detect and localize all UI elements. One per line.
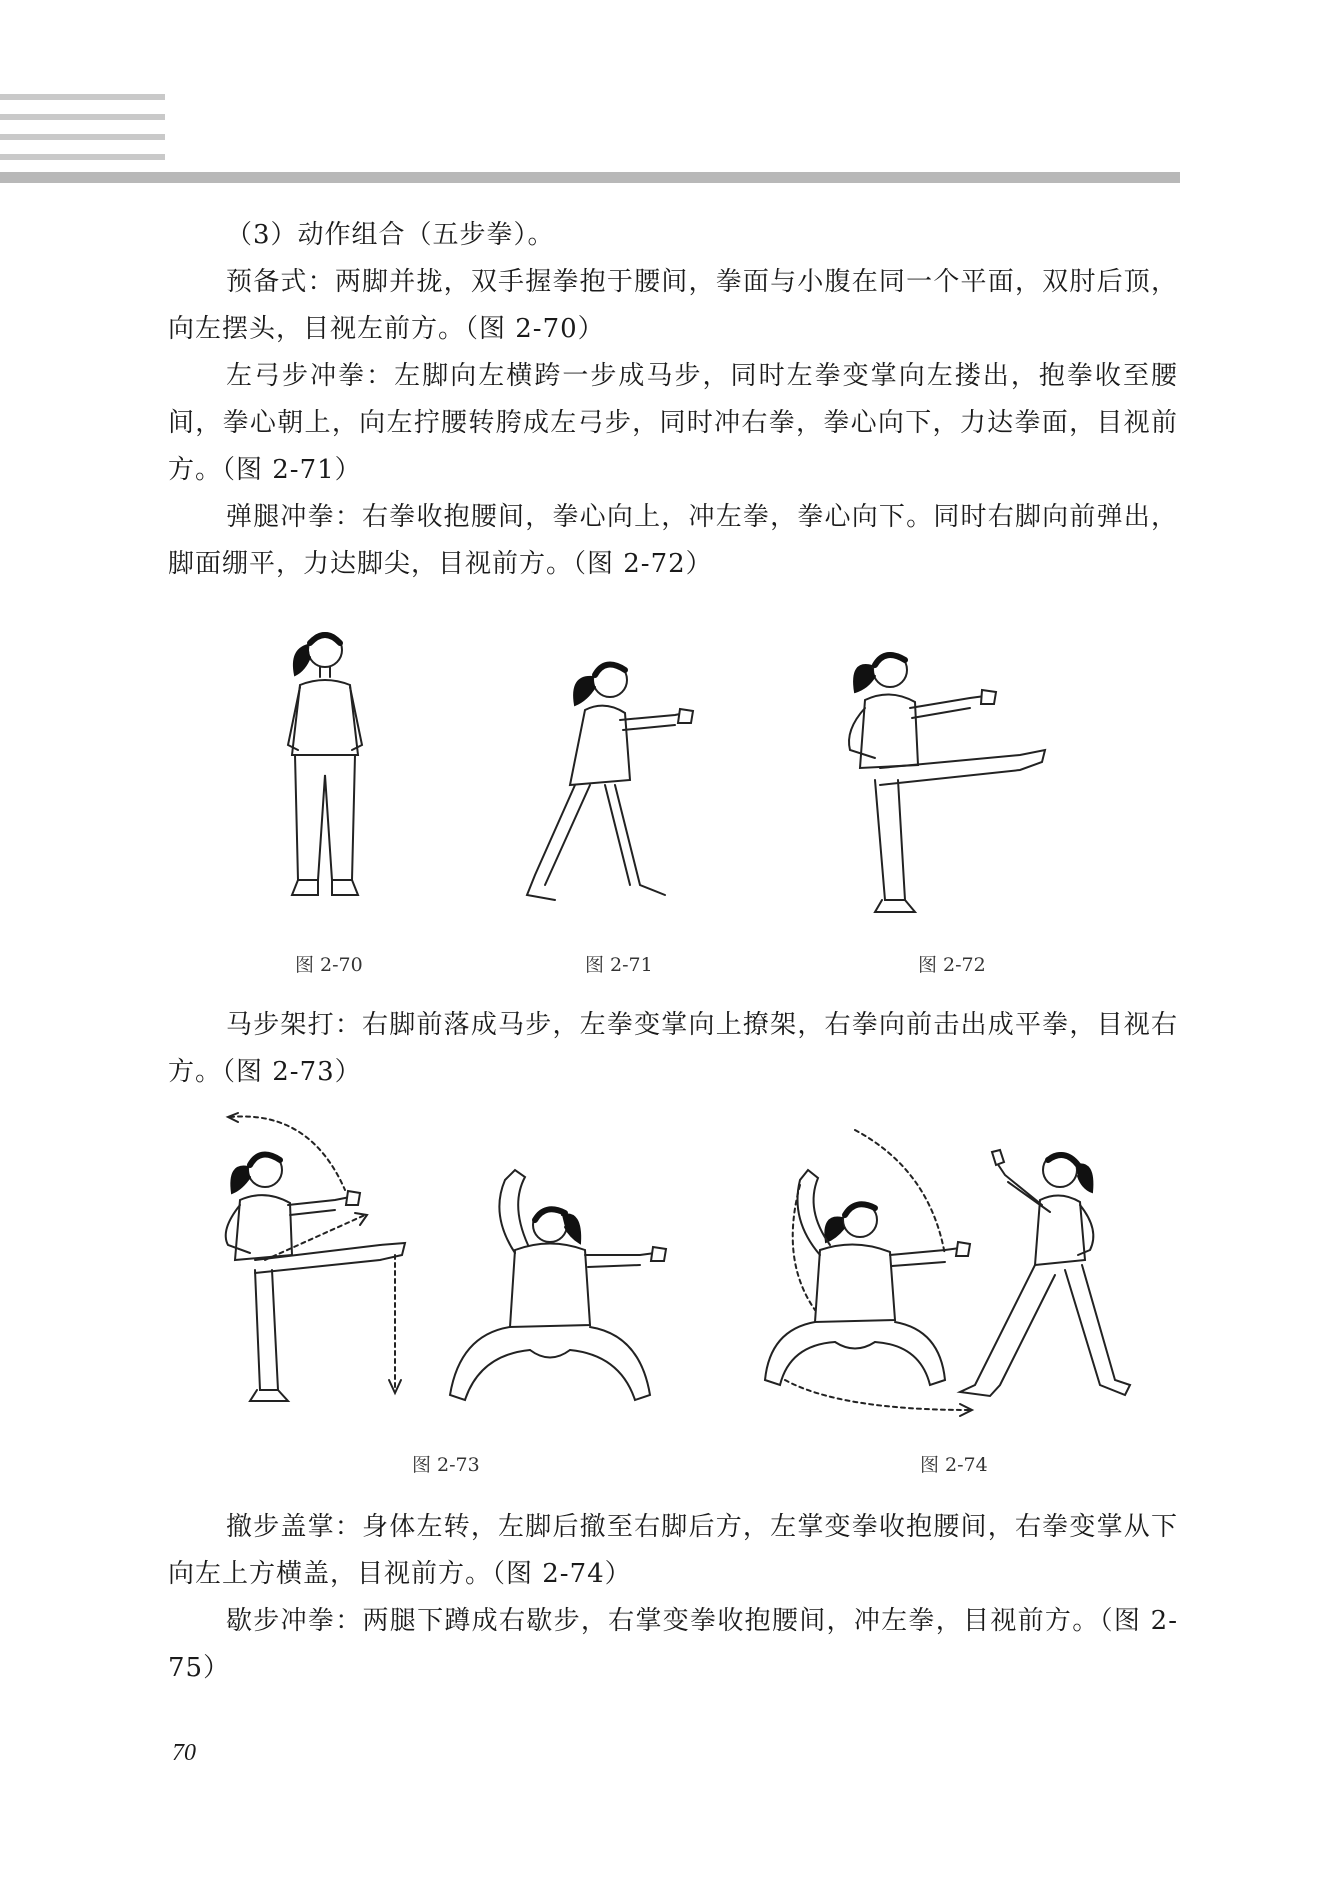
section-heading: （3）动作组合（五步拳）。	[226, 220, 555, 250]
header-stripe	[0, 154, 165, 160]
text-block-mid	[168, 1002, 1178, 1096]
header-stripe	[0, 134, 165, 140]
figure-2-71-illustration	[515, 645, 715, 915]
figure-2-73-illustration	[210, 1105, 680, 1425]
text-block-top	[168, 212, 1178, 588]
header-stripe	[0, 114, 165, 120]
figure-caption-2-73: 图 2-73	[412, 1454, 480, 1476]
paragraph-horse-stance-block-strike: 马步架打：右脚前落成马步，左拳变掌向上撩架，右拳向前击出成平拳，目视右方。（图 2-73）	[168, 1010, 1178, 1087]
paragraph-bow-stance-punch: 左弓步冲拳：左脚向左横跨一步成马步，同时左拳变掌向左搂出，抱拳收至腰间，拳心朝上，向左拧腰转胯成左弓步，同时冲右拳，拳心向下，力达拳面，目视前方。（图 2-71）	[168, 361, 1178, 485]
page-number: 70	[172, 1740, 196, 1766]
paragraph-ready-stance: 预备式：两脚并拢，双手握拳抱于腰间，拳面与小腹在同一个平面，双肘后顶，向左摆头，目视左前方。（图 2-70）	[168, 267, 1178, 344]
figure-2-72-illustration	[830, 630, 1070, 920]
text-block-bottom	[168, 1504, 1178, 1692]
header-stripe	[0, 94, 165, 100]
figure-2-70-illustration	[270, 615, 380, 915]
figure-caption-2-71: 图 2-71	[585, 954, 653, 976]
figure-caption-2-72: 图 2-72	[918, 954, 986, 976]
paragraph-rest-stance-punch: 歇步冲拳：两腿下蹲成右歇步，右掌变拳收抱腰间，冲左拳，目视前方。（图 2-75）	[168, 1606, 1178, 1683]
figure-caption-2-74: 图 2-74	[920, 1454, 988, 1476]
figure-caption-2-70: 图 2-70	[295, 954, 363, 976]
figure-2-74-illustration	[760, 1110, 1160, 1420]
paragraph-kick-punch: 弹腿冲拳：右拳收抱腰间，拳心向上，冲左拳，拳心向下。同时右脚向前弹出，脚面绷平，力达脚尖，目视前方。（图 2-72）	[168, 502, 1178, 579]
paragraph-step-back-cover-palm: 撤步盖掌：身体左转，左脚后撤至右脚后方，左掌变拳收抱腰间，右拳变掌从下向左上方横盖，目视前方。（图 2-74）	[168, 1512, 1178, 1589]
header-rule	[0, 172, 1180, 183]
